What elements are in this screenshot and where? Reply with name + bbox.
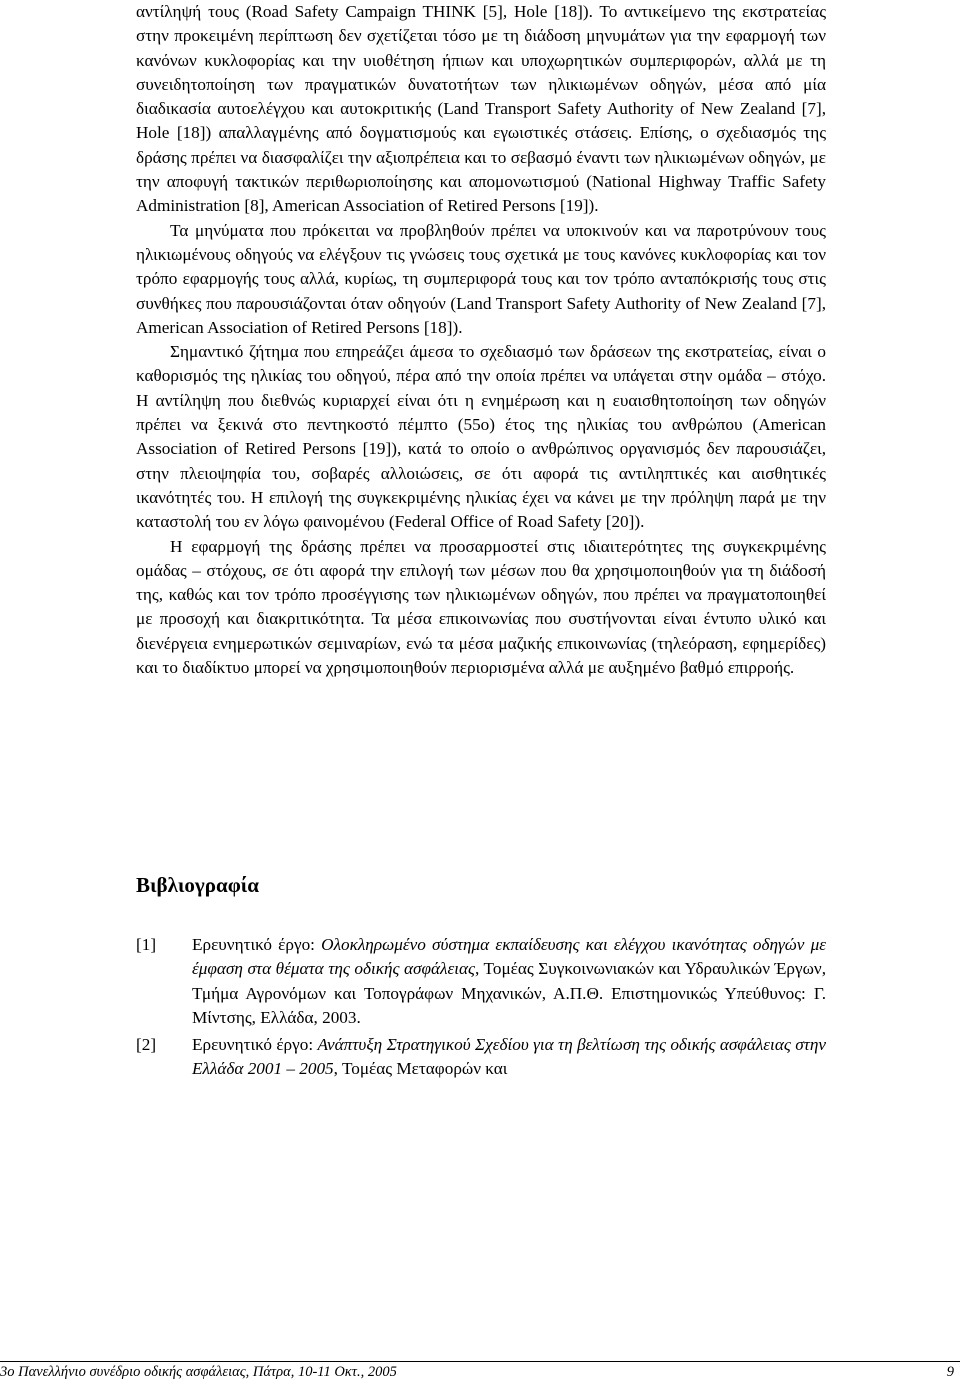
bibliography-list [136,933,826,1085]
paragraph-1 [136,0,826,219]
paragraph-1-part-a: αντίληψή τους (Road Safety Campaign THINK [5], Hole [18]). Το αντικείμενο της εκστρατείας στην προκειμένη περίπτωση δεν σχετίζεται τόσο με τη διάδοση μηνυμάτων για την εφαρμογή των κανόνων κυκλοφορίας και την υιοθέτηση ήπιων και υποχωρητικών συμπεριφορών, αλλά με τη συνειδητοποίηση των πραγματικών δυνατοτήτων των ηλικιωμένων οδηγών, μέσα από μία διαδικασία αυτοελέγχου και αυτοκριτικής (Land Transport Safety Authority of New Zealand [7], Hole [18]) απαλλαγμένης από δογματισμούς και εγωιστικές στάσεις. [136,2,826,143]
paragraph-3-part-c: Η επιλογή της συγκεκριμένης ηλικίας έχει να κάνει με την πρόληψη παρά με την καταστολή του εν λόγω φαινομένου (Federal Office of Road Safety [20]). [136,487,827,532]
reference-text [192,933,826,1030]
paragraph-4-part-b: Τα μέσα επικοινωνίας που συστήνονται είναι έντυπο υλικό και διενέργεια ενημερωτικών σεμιναρίων, ενώ τα μέσα μαζικής επικοινωνίας (τηλεόραση, εφημερίδες) και το διαδίκτυο μπορεί να χρησιμοποιηθούν περιορισμένα αλλά με αυξημένο βαθμό επιρροής. [136,609,826,678]
paragraph-1-part-b: Επίσης, ο σχεδιασμός της δράσης πρέπει να διασφαλίζει την αξιοπρέπεια και το σεβασμό έναντι των ηλικιωμένων οδηγών, με την αποφυγή τακτικών περιθωριοποίησης και απομονωτισμού (National Highway Traffic Safety Administration [8], American Association of Retired Persons [19]). [136,123,826,216]
reference-prefix: Ερευνητικό έργο: [192,935,322,954]
paragraph-3-part-a: Σημαντικό ζήτημα που επηρεάζει άμεσα το σχεδιασμό των δράσεων της εκστρατείας, είναι ο καθορισμός της ηλικίας του οδηγού, πέρα από την οποία πρέπει να υπάγεται στην ομάδα – στόχο. [136,342,826,386]
bibliography-entry [136,933,826,1030]
bibliography-entry [136,1033,826,1082]
reference-details: , Τομέας Μεταφορών και [333,1059,508,1079]
reference-number: [2] [136,1035,157,1055]
paragraph-4-part-a: Η εφαρμογή της δράσης πρέπει να προσαρμοστεί στις ιδιαιτερότητες της συγκεκριμένης ομάδας – στόχους, σε ότι αφορά την επιλογή των μέσων που θα χρησιμοποιηθούν για τη διάδοσή της, καθώς και τον τρόπο προσέγγισης των ηλικιωμένων οδηγών, που πρέπει να πραγματοποιηθεί με προσοχή και διακριτικότητα. [136,536,826,629]
reference-prefix: Ερευνητικό έργο: [192,1035,318,1055]
footer-conference: 3ο Πανελλήνιο συνέδριο οδικής ασφάλειας, Πάτρα, 10-11 Οκτ., 2005 [0,1364,397,1380]
paragraph-4 [136,535,826,681]
reference-title: Ολοκληρωμένο σύστημα εκπαίδευσης και ελέγχου ικανότητας οδηγών με έμφαση στα θέματα της οδικής ασφάλειας [192,935,826,979]
page-number: 9 [946,1364,954,1380]
reference-number: [1] [136,935,157,954]
reference-text [192,1033,826,1082]
reference-details: , Τομέας Συγκοινωνιακών και Υδραυλικών Έργων, Τμήμα Αγρονόμων και Τοπογράφων Μηχανικών, Α.Π.Θ. Επιστημονικώς Υπεύθυνος: Γ. Μίντσης, Ελλάδα, 2003. [192,959,826,1027]
footer-divider [0,1361,960,1362]
paragraph-3 [136,340,826,534]
paragraph-3-part-b: Η αντίληψη που διεθνώς κυριαρχεί είναι ότι η ενημέρωση και η ευαισθητοποίηση των οδηγών πρέπει να ξεκινά στο πεντηκοστό πέμπτο (55ο) έτος της ηλικίας του ανθρώπου (American Association of Retired Persons [19]), κατά το οποίο ο ανθρώπινος οργανισμός δεν παρουσιάζει, στην πλειοψηφία του, σοβαρές αλλοιώσεις, σε ότι αφορά τις αντιληπτικές και αισθητικές ικανότητές του. [136,390,826,507]
paragraph-2: Τα μηνύματα που πρόκειται να προβληθούν πρέπει να υποκινούν και να παροτρύνουν τους ηλικιωμένους οδηγούς να ελέγξουν τις γνώσεις τους σχετικά με τους κανόνες κυκλοφορίας και τον τρόπο εφαρμογής τους αλλά, κυρίως, τη συμπεριφορά τους και τον τρόπο ανταπόκρισής τους στις συνθήκες που παρουσιάζονται όταν οδηγούν (Land Transport Safety Authority of New Zealand [7], American Association of Retired Persons [18]). [136,220,826,337]
body-text [136,0,826,680]
bibliography-heading: Βιβλιογραφία [136,873,260,897]
reference-title: Ανάπτυξη Στρατηγικού Σχεδίου για τη βελτίωση της οδικής ασφάλειας στην Ελλάδα 2001 – 2005 [192,1035,826,1079]
